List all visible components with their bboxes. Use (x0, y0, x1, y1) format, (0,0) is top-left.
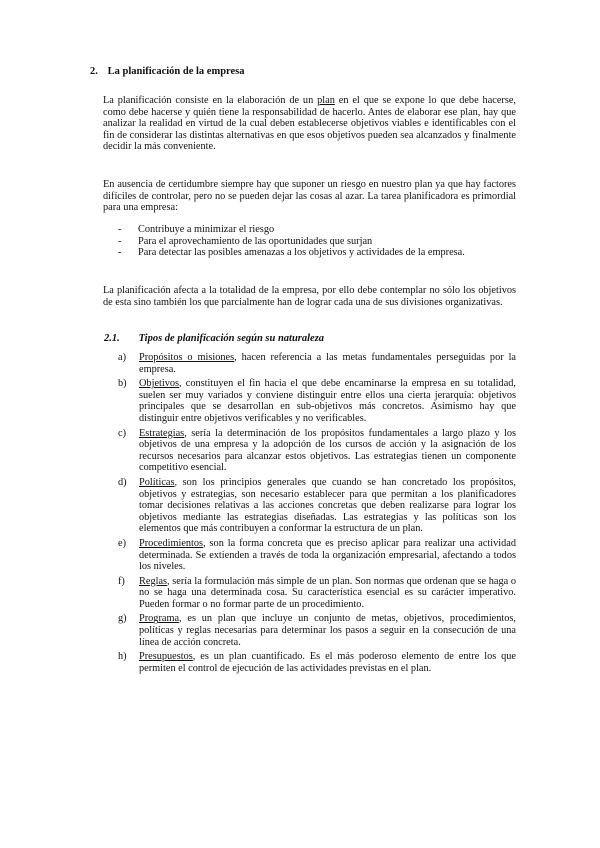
item-term: Objetivos (139, 378, 180, 390)
item-term: Propósitos o misiones (139, 352, 235, 363)
section-title: La planificación de la empresa (107, 66, 245, 77)
item-text: , hacen referencia a las metas fundamentales perseguidas por la empresa. (139, 352, 516, 375)
item-letter: c) (118, 427, 126, 439)
item-text: , es un plan que incluye un conjunto de metas, objetivos, procedimientos, políticas y reglas necesarias para determinar los pasos a seguir en la consecución de una línea de acción concreta. (139, 613, 516, 648)
intro-p1-rest: en el que se expone lo que debe hacerse, como debe hacerse y quién tiene la responsabilidad de hacerlo. Antes de elaborar ese plan, hay que analizar la realidad en virtud de la cual deben establecerse objetivos viables e identificables con el fin de considerar las distintas alternativas en que esos objetivos pueden sea alcanzados y finalmente decidir la más conveniente. (103, 95, 516, 153)
item-text: , constituyen el fin hacia el que debe encaminarse la empresa en su totalidad, suelen ser muy variados y conviene distinguir entre ellos una cierta jerarquía: objetivos principales que se desarrollan en sub-objetivos más concretos. Asimismo hay que distinguir entre objetivos verificables y no verificables. (139, 378, 516, 424)
item-text: , sería la determinación de los propósitos fundamentales a largo plazo y los objetivos de una empresa y la adopción de los cursos de acción y la asignación de los recursos necesarios para alcanzar estos objetivos. Las estrategias tienen un componente competitivo esencial. (139, 427, 516, 474)
bullet-text: Contribuye a minimizar el riesgo (138, 224, 275, 235)
list-item (118, 378, 516, 424)
bullet-marker: - (118, 235, 122, 247)
item-letter: d) (118, 476, 127, 488)
item-term: Procedimientos (139, 537, 204, 549)
list-item (118, 613, 516, 648)
term-plan: plan (317, 95, 335, 106)
list-item (118, 576, 516, 611)
list-item (118, 352, 516, 375)
list-item (118, 651, 516, 674)
item-letter: g) (118, 613, 127, 625)
planning-types-list (118, 352, 516, 677)
item-letter: b) (118, 378, 127, 390)
bullet-text: Para el aprovechamiento de las oportunidades que surjan (138, 235, 373, 247)
intro-paragraph-1 (103, 95, 516, 153)
list-item (118, 538, 516, 573)
item-term: Reglas (139, 575, 168, 587)
subsection-heading (104, 333, 324, 344)
list-item (118, 428, 516, 474)
item-term: Políticas (139, 476, 175, 488)
bullet-marker: - (118, 247, 122, 259)
section-heading (90, 66, 245, 77)
section-number: 2. (90, 66, 98, 77)
item-letter: h) (118, 651, 127, 663)
planning-scope-paragraph: La planificación afecta a la totalidad de la empresa, por ello debe contemplar no sólo los objetivos de esta sino también los que parcialmente han de lograr cada una de sus divisiones organizativas. (103, 285, 516, 308)
list-item (118, 247, 516, 259)
bullet-text: Para detectar las posibles amenazas a los objetivos y actividades de la empresa. (138, 247, 465, 259)
item-term: Estrategias (139, 427, 185, 439)
item-letter: f) (118, 575, 125, 587)
item-text: , son la forma concreta que es preciso aplicar para realizar una actividad determinada. Se extienden a través de toda la organización empresarial, afectando a todos los niveles. (139, 537, 516, 573)
intro-paragraph-2: En ausencia de certidumbre siempre hay que suponer un riesgo en nuestro plan ya que hay factores difíciles de controlar, pero no se pueden dejar las cosas al azar. La tarea planificadora es primordial para una empresa: (103, 179, 516, 214)
item-term: Presupuestos (139, 651, 193, 663)
item-text: , es un plan cuantificado. Es el más poderoso elemento de entre los que permiten el control de ejecución de las actividades previstas en el plan. (139, 651, 516, 674)
intro-p1-start: La planificación consiste en la elaboración de un (103, 95, 318, 106)
item-letter: e) (118, 537, 126, 549)
bullet-list (118, 224, 516, 259)
subsection-number: 2.1. (104, 333, 120, 344)
item-text: , son los principios generales que cuando se han concretado los propósitos, objetivos y estrategias, son necesario establecer para que permitan a los planificadores tomar decisiones relativas a las acciones concretas que deben realizarse para lograr los objetivos mediante las estrategias diseñadas. Las estrategias y las políticas son los elementos que más contribuyen a conformar la estructura de un plan. (139, 476, 516, 535)
item-term: Programa (139, 613, 180, 625)
item-letter: a) (118, 352, 126, 363)
item-text: , sería la formulación más simple de un plan. Son normas que ordenan que se haga o no se haga una determinada cosa. Su característica esencial es su carácter imperativo. Pueden formar o no formar parte de un procedimiento. (139, 575, 516, 610)
list-item (118, 236, 516, 248)
bullet-marker: - (118, 224, 122, 235)
list-item (118, 477, 516, 535)
list-item (118, 224, 516, 236)
subsection-title: Tipos de planificación según su naturaleza (138, 333, 325, 344)
